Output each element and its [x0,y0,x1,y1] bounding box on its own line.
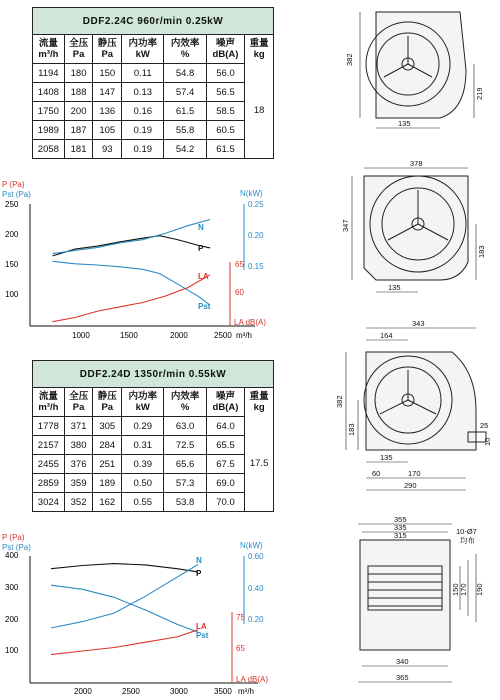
dimension-label: 170 [459,583,468,596]
x-tick-label: 1500 [120,331,138,340]
col-unit: % [180,402,190,413]
col-unit: m³/h [38,402,59,413]
dimension-label: 135 [380,453,393,462]
dimension-label: 170 [408,469,421,478]
n-tick-label: 0.15 [248,262,264,271]
table-cell: 54.8 [164,64,206,83]
la-tick-label: 65 [235,260,244,269]
table-cell: 1194 [33,64,65,83]
table-cell: 0.16 [122,102,164,121]
dimension-label: 347 [341,219,350,232]
table-cell: 64.0 [206,417,245,436]
series-label-n: N [198,223,204,232]
table-title: DDF2.24C 960r/min 0.25kW [33,8,274,35]
n-tick-label: 0.40 [248,584,264,593]
table-cell: 61.5 [206,140,245,159]
table-cell: 0.50 [122,474,164,493]
series-label-la: LA [198,272,209,281]
front-view-drawing-2 [352,168,476,292]
col-header: 内效率 [170,391,200,402]
table-cell: 57.3 [164,474,206,493]
series-label-la: LA [196,622,207,631]
table-cell: 352 [64,493,93,512]
table-cell: 1778 [33,417,65,436]
y-tick-label: 150 [5,260,19,269]
y-tick-label: 100 [5,646,19,655]
table-cell: 181 [64,140,93,159]
table-cell: 188 [64,83,93,102]
la-tick-label: 75 [236,613,245,622]
dimension-label: 183 [347,423,356,436]
table-cell: 1750 [33,102,65,121]
y-tick-label: 200 [5,230,19,239]
dimension-label: 135 [398,119,411,128]
table-cell: 65.5 [206,436,245,455]
col-unit: m³/h [38,49,59,60]
series-label-p: P [198,244,204,253]
col-header: 噪声 [215,391,235,402]
x-tick-label: 2500 [214,331,232,340]
dimension-label: 135 [388,283,401,292]
x-axis-label: m³/h [236,331,252,340]
table-cell: 147 [93,83,122,102]
col-header: 全压 [69,38,89,49]
col-unit: Pa [72,402,85,413]
dimension-label: 365 [396,673,409,682]
col-header: 噪声 [215,38,235,49]
table-cell: 61.5 [164,102,206,121]
n-tick-label: 0.20 [248,615,264,624]
col-unit: kW [135,49,150,60]
x-tick-label: 2500 [122,687,140,696]
table-cell: 1408 [33,83,65,102]
x-tick-label: 3000 [170,687,188,696]
table-cell: 2058 [33,140,65,159]
table-cell: 0.11 [122,64,164,83]
n-axis-label: N(kW) [240,189,263,198]
col-header: 全压 [69,391,89,402]
col-header: 静压 [97,391,117,402]
table-cell: 187 [64,121,93,140]
col-unit: % [180,49,190,60]
table-cell: 359 [64,474,93,493]
col-header: 流量 [38,391,58,402]
table-cell: 56.0 [206,64,245,83]
y-tick-label: 200 [5,615,19,624]
table-cell: 67.5 [206,455,245,474]
dimension-label: 150 [451,583,460,596]
x-tick-label: 1000 [72,331,90,340]
table-cell: 0.19 [122,121,164,140]
n-tick-label: 0.25 [248,200,264,209]
table-cell: 3024 [33,493,65,512]
side-view-drawing-4 [358,524,476,682]
dimension-label: 183 [477,245,486,258]
dimension-label: 340 [396,657,409,666]
table-cell: 0.13 [122,83,164,102]
table-cell: 57.4 [164,83,206,102]
n-tick-label: 0.60 [248,552,264,561]
table-cell: 162 [93,493,122,512]
la-tick-label: 60 [235,288,244,297]
p-axis-label: P (Pa) [2,533,25,542]
pst-axis-label: Pst (Pa) [2,543,31,552]
la-axis-label: LA dB(A) [236,675,269,684]
table-cell: 53.8 [164,493,206,512]
col-header: 内效率 [170,38,200,49]
table-cell: 60.5 [206,121,245,140]
col-unit: dB(A) [212,49,239,60]
col-header: 内功率 [128,38,158,49]
x-axis-label: m³/h [238,687,254,696]
table-cell: 136 [93,102,122,121]
dimension-label: 382 [345,53,354,66]
col-unit: kg [253,49,265,61]
y-tick-label: 400 [5,551,19,560]
dimension-label: 382 [335,395,344,408]
series-label-p: P [196,569,202,578]
col-unit: dB(A) [212,402,239,413]
x-tick-label: 3500 [214,687,232,696]
x-tick-label: 2000 [74,687,92,696]
table-title: DDF2.24D 1350r/min 0.55kW [33,361,274,388]
table-cell: 69.0 [206,474,245,493]
series-label-n: N [196,556,202,565]
col-header: 重量 [249,38,269,50]
table-cell: 93 [93,140,122,159]
table-cell: 2859 [33,474,65,493]
dimension-label: 343 [412,319,425,328]
la-axis-label: LA dB(A) [234,318,267,327]
col-unit: Pa [101,402,114,413]
series-label-pst: Pst [198,302,211,311]
n-tick-label: 0.20 [248,231,264,240]
table-cell: 189 [93,474,122,493]
table-cell: 150 [93,64,122,83]
col-unit: Pa [72,49,85,60]
table-cell: 371 [64,417,93,436]
dimension-label: 均布 [460,536,475,545]
n-axis-label: N(kW) [240,541,263,550]
col-header: 流量 [38,38,58,49]
dimension-label: 190 [475,583,484,596]
dimension-label: 378 [410,159,423,168]
dimension-label: 164 [380,331,393,340]
y-tick-label: 300 [5,583,19,592]
col-header: 静压 [97,38,117,49]
table-cell: 65.6 [164,455,206,474]
table-cell: 63.0 [164,417,206,436]
table-cell: 0.29 [122,417,164,436]
table-cell: 72.5 [164,436,206,455]
dimension-label: 290 [404,481,417,490]
table-cell: 284 [93,436,122,455]
dimension-label: 10 [483,437,492,446]
x-tick-label: 2000 [170,331,188,340]
col-header: 内功率 [128,391,158,402]
table-cell: 1989 [33,121,65,140]
table-cell: 0.55 [122,493,164,512]
table-cell: 0.39 [122,455,164,474]
table-cell: 58.5 [206,102,245,121]
table-cell: 2455 [33,455,65,474]
y-tick-label: 250 [5,200,19,209]
table-cell: 305 [93,417,122,436]
dimension-label: 10-Ø7 [456,527,477,536]
table-cell: 54.2 [164,140,206,159]
table-cell: 380 [64,436,93,455]
table-cell: 56.5 [206,83,245,102]
table-cell: 70.0 [206,493,245,512]
dimension-label: 315 [394,531,407,540]
col-header: 重量 [249,391,269,403]
dimension-label: 219 [475,87,484,100]
table-cell: 180 [64,64,93,83]
dimension-label: 60 [372,469,381,478]
dimension-label: 25 [480,421,489,430]
series-label-pst: Pst [196,631,209,640]
table-cell: 0.19 [122,140,164,159]
weight-cell: 17.5 [245,417,274,512]
p-axis-label: P (Pa) [2,180,25,189]
col-unit: kW [135,402,150,413]
table-cell: 2157 [33,436,65,455]
y-tick-label: 100 [5,290,19,299]
pst-axis-label: Pst (Pa) [2,190,31,199]
table-cell: 105 [93,121,122,140]
col-unit: Pa [101,49,114,60]
dimension-label: 335 [394,523,407,532]
front-view-drawing-1 [360,12,474,128]
dimension-label: 355 [394,515,407,524]
col-unit: kg [253,402,265,414]
la-tick-label: 65 [236,644,245,653]
table-cell: 200 [64,102,93,121]
table-cell: 55.8 [164,121,206,140]
table-cell: 376 [64,455,93,474]
weight-cell: 18 [245,64,274,159]
table-cell: 251 [93,455,122,474]
table-cell: 0.31 [122,436,164,455]
